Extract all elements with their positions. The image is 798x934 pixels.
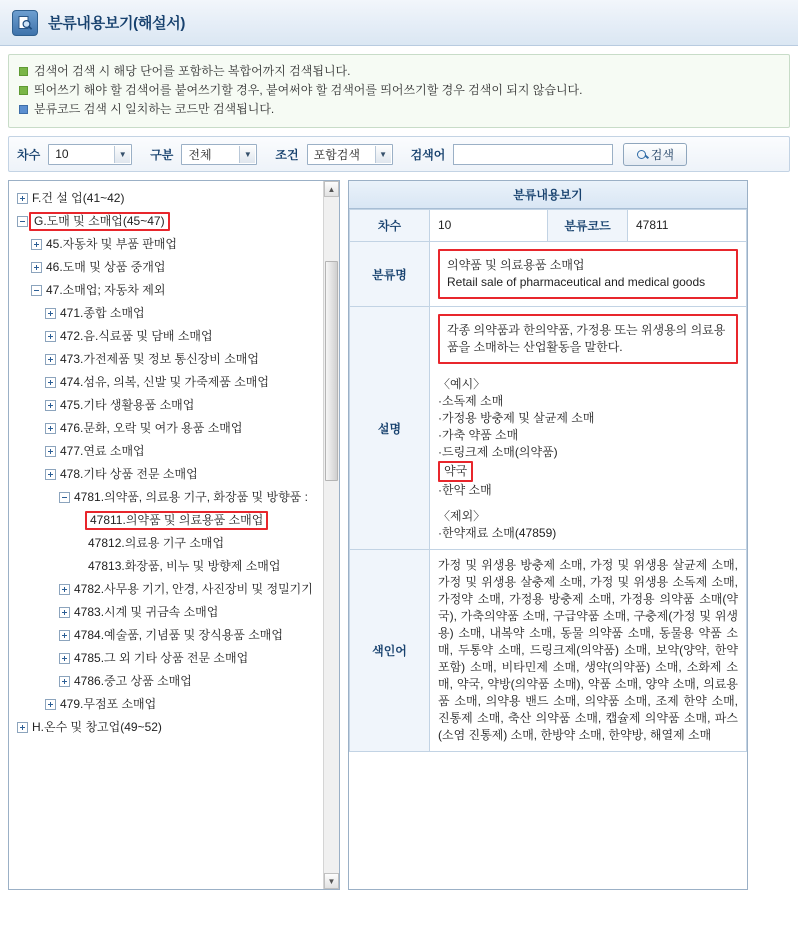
code-value: 47811: [628, 210, 747, 242]
tree-node[interactable]: [13, 210, 323, 233]
expand-icon[interactable]: [31, 262, 42, 273]
keyword-value: 가정 및 위생용 방충제 소매, 가정 및 위생용 살균제 소매, 가정 및 위생용 살충제 소매, 가정 및 위생용 소독제 소매, 가정약 소매, 가정용 방충제 소매, 가정용 의약품 소매(약국), 가축의약품 소매, 구급약품 소매, 구충제(가정 및 위생용) 소매, 내복약 소매, 동물 의약품 소매, 동물용 약품 소매, 두통약 소매, 드링크제(의약품) 소매, 보약(양약, 한약 포함) 소매, 비타민제 소매, 생약(의약품) 소매, 소화제 소매, 약국, 약방(의약품 소매), 약품 소매, 양약 소매, 의료용품 소매, 의약용 밴드 소매, 의약품 소매, 조제 한약 소매, 진통제 소매, 축산 의약품 소매, 캡슐제 의약품 소매, 파스(소염 진통제) 소매, 한방약 소매, 한약방, 해열제 소매: [430, 550, 747, 752]
table-row: [350, 550, 747, 752]
name-ko: 의약품 및 의료용품 소매업: [447, 258, 585, 272]
level-select-value: 10: [55, 147, 69, 161]
tree-node[interactable]: [13, 325, 323, 348]
example-item: ·가정용 방충제 및 살균제 소매: [438, 411, 595, 425]
tree-node-label: 473.가전제품 및 정보 통신장비 소매업: [60, 352, 259, 366]
leaf-icon: [73, 538, 84, 549]
tree-node-label: 475.기타 생활용품 소매업: [60, 398, 195, 412]
condition-select-value: 포함검색: [313, 147, 360, 162]
scrollbar-thumb[interactable]: [325, 261, 338, 481]
tree-node-label: 4785.그 외 기타 상품 전문 소매업: [74, 651, 249, 665]
expand-icon[interactable]: [17, 193, 28, 204]
description-main: 각종 의약품과 한의약품, 가정용 또는 위생용의 의료용품을 소매하는 산업활동을 말한다.: [447, 323, 726, 354]
chevron-down-icon: ▼: [114, 146, 130, 163]
collapse-icon[interactable]: [59, 492, 70, 503]
expand-icon[interactable]: [31, 239, 42, 250]
expand-icon[interactable]: [59, 653, 70, 664]
division-label: 구분: [150, 147, 174, 162]
tree-node-label: 47.소매업; 자동차 제외: [46, 283, 166, 297]
example-title: 〈예시〉: [438, 377, 486, 391]
table-row: [350, 242, 747, 307]
name-header: 분류명: [350, 242, 430, 307]
example-item: ·가축 약품 소매: [438, 428, 519, 442]
example-highlight: 약국: [438, 461, 473, 482]
tree-scrollbar[interactable]: [323, 181, 339, 889]
example-item: ·한약 소매: [438, 483, 492, 497]
exclude-item: ·한약재료 소매(47859): [438, 526, 557, 540]
chevron-down-icon: ▼: [239, 146, 255, 163]
collapse-icon[interactable]: [17, 216, 28, 227]
division-select-value: 전체: [188, 147, 212, 162]
tree-node-label: 4784.예술품, 기념품 및 장식용품 소매업: [74, 628, 283, 642]
tree-node[interactable]: [13, 440, 323, 463]
leaf-icon: [73, 515, 84, 526]
tree-node-label: 4781.의약품, 의료용 기구, 화장품 및 방향품 :: [74, 490, 308, 504]
division-select[interactable]: [181, 144, 257, 165]
tree-node[interactable]: [13, 417, 323, 440]
expand-icon[interactable]: [59, 630, 70, 641]
name-highlight-box: [438, 249, 738, 299]
table-row: [350, 210, 747, 242]
scroll-up-icon[interactable]: ▲: [324, 181, 339, 197]
tree-node-label: 47811.의약품 및 의료용품 소매업: [85, 511, 268, 530]
expand-icon[interactable]: [59, 607, 70, 618]
tree-node[interactable]: [13, 233, 323, 256]
expand-icon[interactable]: [45, 446, 56, 457]
titlebar: [0, 0, 798, 46]
bullet-icon: [19, 86, 28, 95]
tree-node[interactable]: [13, 647, 323, 670]
tree-node-label: 474.섬유, 의복, 신발 및 가죽제품 소매업: [60, 375, 269, 389]
search-toolbar: [8, 136, 790, 172]
tree-node[interactable]: [13, 670, 323, 693]
exclude-title: 〈제외〉: [438, 509, 486, 523]
detail-panel: [348, 180, 748, 890]
classification-tree[interactable]: [9, 181, 323, 889]
tree-node[interactable]: [13, 463, 323, 486]
example-item: ·드링크제 소매(의약품): [438, 445, 558, 459]
expand-icon[interactable]: [45, 354, 56, 365]
table-row: [350, 307, 747, 550]
tree-node-label: 476.문화, 오락 및 여가 용품 소매업: [60, 421, 243, 435]
tree-node-label: 46.도매 및 상품 중개업: [46, 260, 166, 274]
search-icon: [637, 150, 646, 159]
example-item-highlighted: [438, 461, 738, 482]
tree-node[interactable]: [13, 555, 323, 578]
tree-node-label: 4783.시계 및 귀금속 소매업: [74, 605, 219, 619]
detail-table: [349, 209, 747, 752]
tree-node-label: 479.무점포 소매업: [60, 697, 157, 711]
tree-node[interactable]: [13, 348, 323, 371]
level-header: 차수: [350, 210, 430, 242]
expand-icon[interactable]: [17, 722, 28, 733]
tree-node-label: 4782.사무용 기기, 안경, 사진장비 및 정밀기기: [74, 582, 313, 596]
name-cell: [430, 242, 747, 307]
expand-icon[interactable]: [45, 331, 56, 342]
expand-icon[interactable]: [45, 400, 56, 411]
keyword-header: 색인어: [350, 550, 430, 752]
tree-node[interactable]: [13, 578, 323, 601]
example-item: ·소독제 소매: [438, 394, 504, 408]
level-label: 차수: [17, 147, 41, 162]
notice-text: 검색어 검색 시 해당 단어를 포함하는 복합어까지 검색됩니다.: [34, 64, 351, 78]
level-value: 10: [430, 210, 548, 242]
scroll-down-icon[interactable]: ▼: [324, 873, 339, 889]
code-header: 분류코드: [548, 210, 628, 242]
tree-node[interactable]: [13, 532, 323, 555]
expand-icon[interactable]: [45, 699, 56, 710]
notice-text: 분류코드 검색 시 일치하는 코드만 검색됩니다.: [34, 102, 275, 116]
notice-line: [17, 62, 781, 81]
name-en: Retail sale of pharmaceutical and medical goods: [447, 275, 706, 289]
leaf-icon: [73, 561, 84, 572]
bullet-icon: [19, 105, 28, 114]
tree-node-label: H.온수 및 창고업(49~52): [32, 720, 162, 734]
notice-box: [8, 54, 790, 128]
tree-node[interactable]: [13, 187, 323, 210]
keyword-label: 검색어: [410, 147, 446, 162]
search-input[interactable]: [453, 144, 613, 165]
description-header: 설명: [350, 307, 430, 550]
tree-node[interactable]: [13, 371, 323, 394]
tree-node[interactable]: [13, 279, 323, 302]
expand-icon[interactable]: [59, 584, 70, 595]
tree-node-label: F.건 설 업(41~42): [32, 191, 125, 205]
expand-icon[interactable]: [45, 377, 56, 388]
magnifier-document-icon: [12, 10, 38, 36]
tree-node[interactable]: [13, 601, 323, 624]
condition-label: 조건: [275, 147, 299, 162]
tree-node-label: G.도매 및 소매업(45~47): [29, 212, 170, 231]
tree-node-label: 47813.화장품, 비누 및 방향제 소매업: [88, 559, 281, 573]
notice-line: [17, 100, 781, 119]
page-title: 분류내용보기(해설서): [48, 15, 186, 32]
description-examples: [438, 376, 738, 542]
description-highlight-box: [438, 314, 738, 364]
tree-node-label: 4786.중고 상품 소매업: [74, 674, 192, 688]
tree-node[interactable]: [13, 624, 323, 647]
search-button-label: 검색: [650, 147, 674, 162]
tree-node-label: 477.연료 소매업: [60, 444, 145, 458]
classification-tree-panel: [8, 180, 340, 890]
tree-node[interactable]: [13, 394, 323, 417]
tree-node[interactable]: [13, 256, 323, 279]
expand-icon[interactable]: [45, 469, 56, 480]
content-area: [0, 172, 798, 898]
condition-select[interactable]: [307, 144, 393, 165]
notice-line: [17, 81, 781, 100]
tree-node[interactable]: [13, 509, 323, 532]
tree-node[interactable]: [13, 693, 323, 716]
bullet-icon: [19, 67, 28, 76]
notice-text: 띄어쓰기 해야 할 검색어를 붙여쓰기할 경우, 붙여써야 할 검색어를 띄어쓰기할 경우 검색이 되지 않습니다.: [34, 83, 583, 97]
collapse-icon[interactable]: [31, 285, 42, 296]
search-button[interactable]: [623, 143, 687, 166]
description-cell: [430, 307, 747, 550]
expand-icon[interactable]: [59, 676, 70, 687]
tree-node-label: 45.자동차 및 부품 판매업: [46, 237, 178, 251]
tree-node-label: 478.기타 상품 전문 소매업: [60, 467, 198, 481]
chevron-down-icon: ▼: [375, 146, 391, 163]
expand-icon[interactable]: [45, 423, 56, 434]
tree-node-label: 471.종합 소매업: [60, 306, 145, 320]
tree-node[interactable]: [13, 486, 323, 509]
level-select[interactable]: [48, 144, 132, 165]
tree-node-label: 472.음.식료품 및 담배 소매업: [60, 329, 213, 343]
tree-node[interactable]: [13, 302, 323, 325]
detail-panel-title: 분류내용보기: [349, 181, 747, 209]
tree-node-label: 47812.의료용 기구 소매업: [88, 536, 225, 550]
tree-node[interactable]: [13, 716, 323, 739]
expand-icon[interactable]: [45, 308, 56, 319]
